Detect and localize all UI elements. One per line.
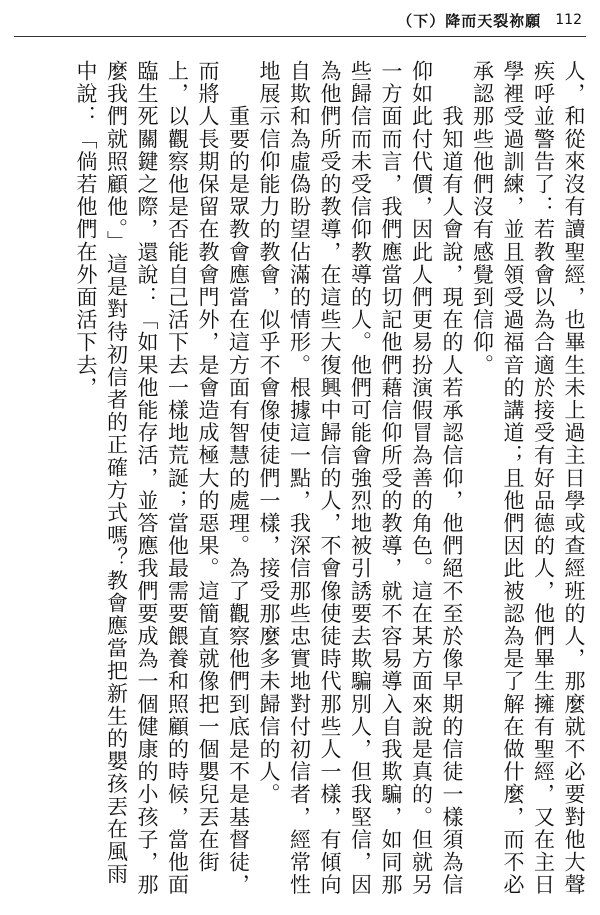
chapter-title: （下）降而天裂祢願 <box>397 11 542 30</box>
paragraph-3: 重要的是眾教會應當在這方面有智慧的處理。為了觀察他們到底是不是基督徒，而將人長期保留在教會門外，是會造成極大的惡果。這簡直就像把一個嬰兒丟在街上，以觀察他是否能自己活下去一樣地荒誕；當他最需要餵養和照顧的時候，當他面臨生死關鍵之際，還說：「如果他能存活，並答應我們要成為一個健康的小孩子，那麼我們就照顧他。」這是對待初信者的正確方式嗎？教會應當把新生的嬰孩丟在風雨中說：「倘若他們在外面活下去， <box>74 60 251 897</box>
page-number: 112 <box>555 12 582 28</box>
header-rule <box>14 36 586 37</box>
running-header <box>395 8 582 32</box>
body-text <box>18 60 589 905</box>
paragraph-2: 我知道有人會說，現在的人若承認信仰，他們絕不至於像早期的信徒一樣須為信仰如此付代價，因此人們更易扮演假冒為善的角色。這在某方面來說是真的。但就另一方面而言，我們應當切記他們藉信仰所受的教導，就不容易導入自我欺騙，如同那些歸信而未受信仰教導的人。他們可能會強烈地被引誘要去欺騙別人，但我堅信，因為他們所受的教導，在這些大復興中歸信的人，不會像使徒時代那些人一樣，有傾向自欺和為虛偽盼望佔滿的情形。根據這一點，我深信那些忠實地對付初信者，經常性地展示信仰能力的教會，似乎不會像使徒們一樣，接受那麼多未歸信的人。 <box>257 60 464 897</box>
paragraph-1: 人，和從來沒有讀聖經，也畢生未上過主日學或查經班的人，那麼就不必要對他大聲疾呼並警告了：若教會以為合適於接受有好品德的人，他們畢生擁有聖經，又在主日學裡受過訓練，並且領受過福音的講道；且他們因此被認為是了解在做什麼，而不必承認那些他們沒有感覺到信仰。 <box>470 60 586 897</box>
